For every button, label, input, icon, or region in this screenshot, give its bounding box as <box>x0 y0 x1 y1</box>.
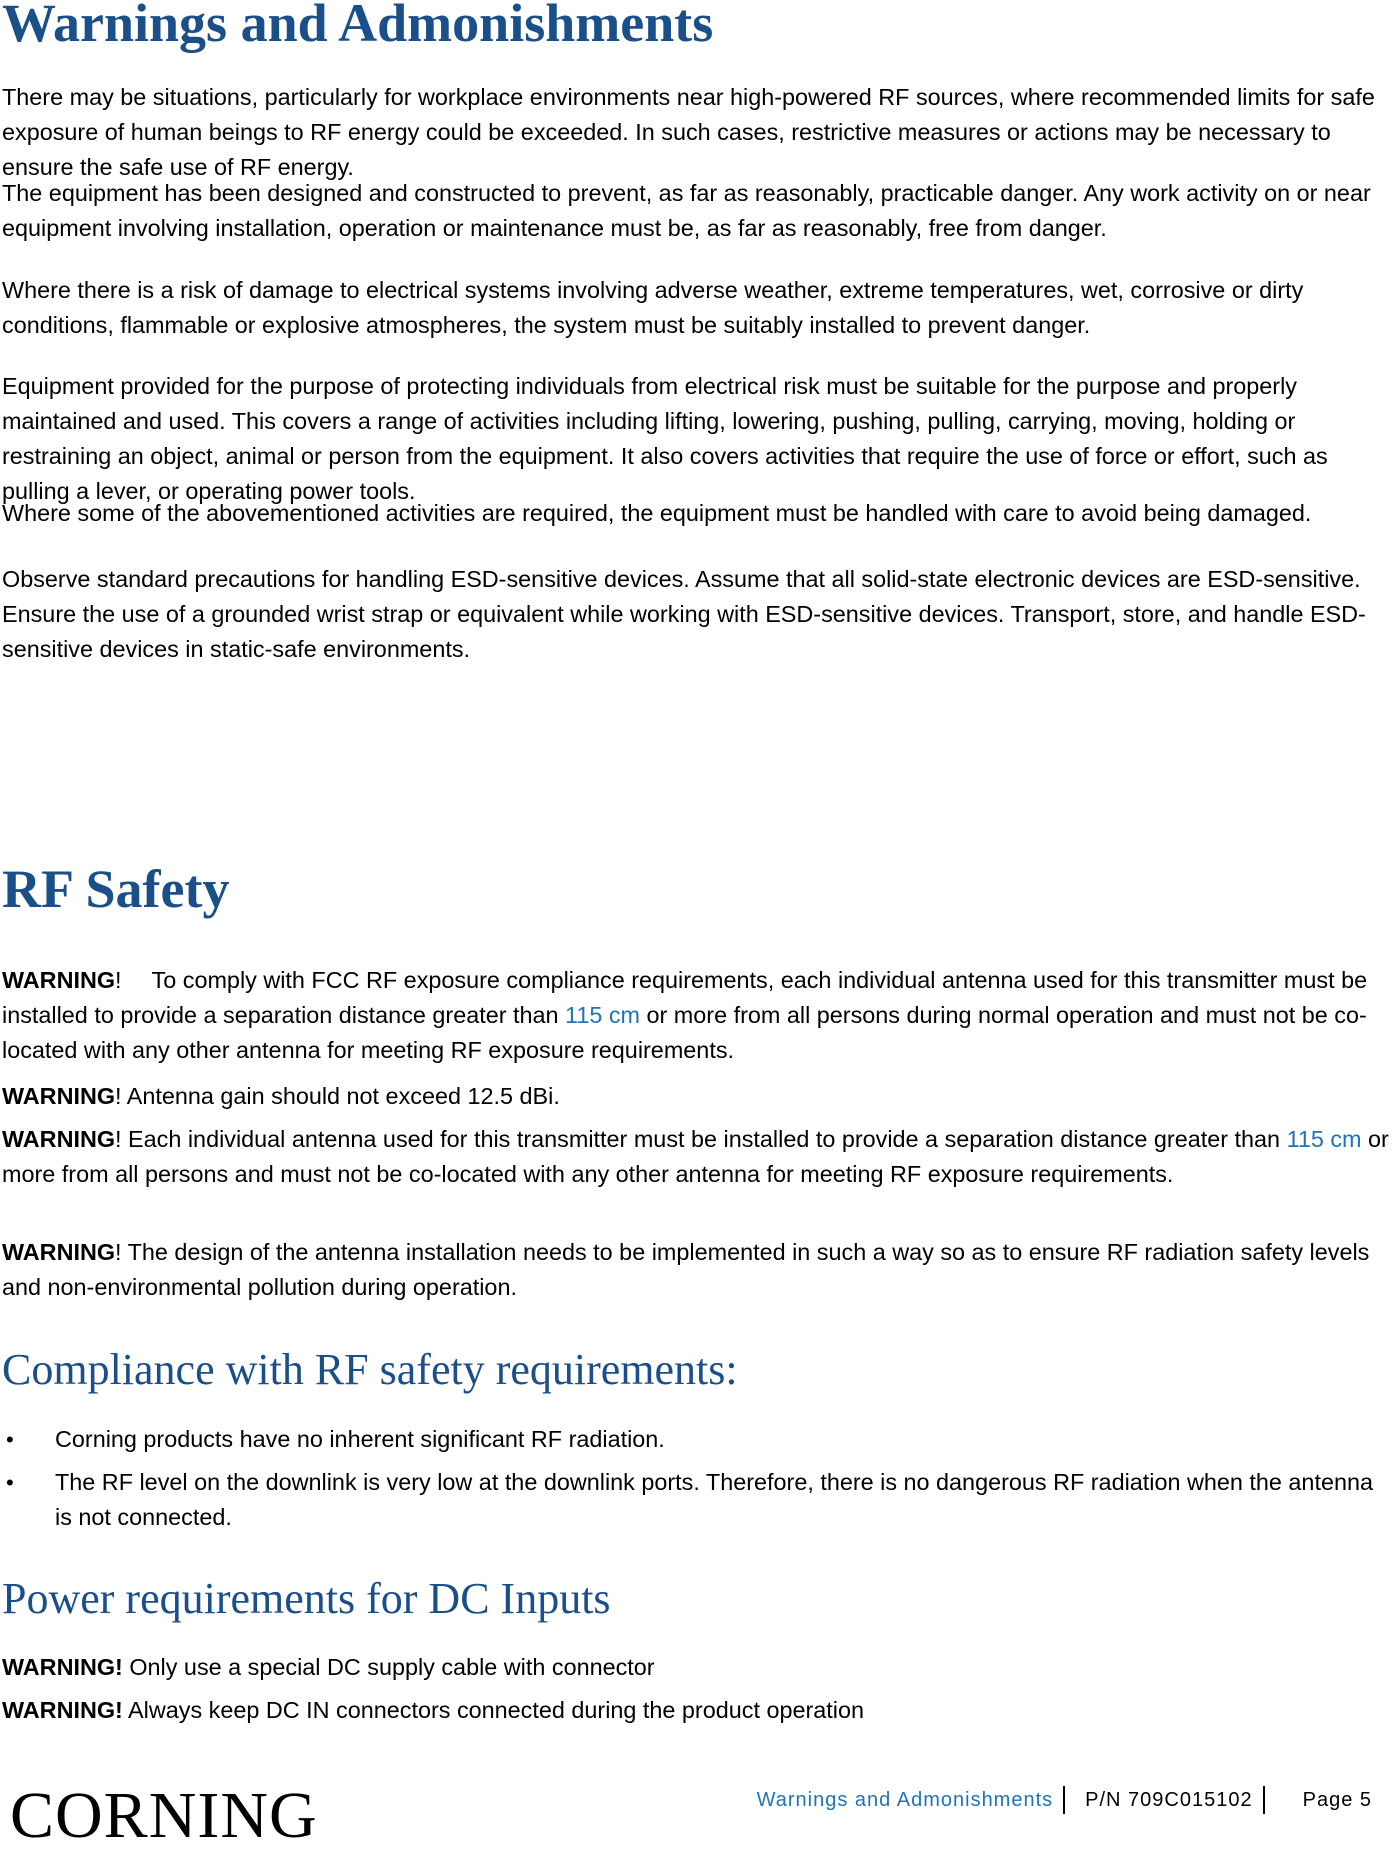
warnings-paragraph-2: The equipment has been designed and constructed to prevent, as far as reasonably, practicable danger. Any work activity on or near equipment involving installation, operation or maintenance must be, as far as reasonably, free from danger. <box>2 180 1371 241</box>
compliance-bullet-1: Corning products have no inherent significant RF radiation. <box>55 1426 665 1452</box>
rf-warning-1-text-b: or more from all persons during normal operation and must not be co-located with any other antenna for meeting RF exposure requirements. <box>2 1002 1367 1063</box>
warnings-heading: Warnings and Admonishments <box>2 0 714 53</box>
warnings-paragraph-4: Equipment provided for the purpose of protecting individuals from electrical risk must be suitable for the purpose and properly maintained and used. This covers a range of activities including lifting, lowering, pushing, pulling, carrying, moving, holding or restraining an object, animal or person from the equipment. It also covers activities that require the use of force or effort, such as pulling a lever, or operating power tools. <box>2 373 1328 504</box>
warnings-paragraph-3: Where there is a risk of damage to electrical systems involving adverse weather, extreme temperatures, wet, corrosive or dirty conditions, flammable or explosive atmospheres, the system must be suitably installed to prevent danger. <box>2 277 1304 338</box>
compliance-heading: Compliance with RF safety requirements: <box>2 1345 738 1394</box>
warning-exclamation: ! <box>115 967 122 993</box>
footer-section-title: Warnings and Admonishments <box>756 1788 1054 1811</box>
power-heading: Power requirements for DC Inputs <box>2 1574 611 1623</box>
corning-logo: CORNING <box>10 1779 318 1852</box>
warning-label: WARNING! <box>2 1697 123 1723</box>
warning-label: WARNING! <box>2 1654 123 1680</box>
power-warning-1 <box>2 1650 1396 1685</box>
warning-label: WARNING <box>2 1126 116 1152</box>
separation-distance-link[interactable]: 115 cm <box>565 1002 641 1028</box>
compliance-bullet-2: The RF level on the downlink is very low at the downlink ports. Therefore, there is no dangerous RF radiation when the antenna is not connected. <box>55 1469 1373 1530</box>
warnings-paragraph-5: Where some of the abovementioned activities are required, the equipment must be handled with care to avoid being damaged. <box>2 500 1312 526</box>
warnings-paragraph-6: Observe standard precautions for handling ESD-sensitive devices. Assume that all solid-state electronic devices are ESD-sensitive. Ensure the use of a grounded wrist strap or equivalent while working with ESD-sensitive devices. Transport, store, and handle ESD-sensitive devices in static-safe environments. <box>2 566 1366 662</box>
rf-warning-4-text: ! The design of the antenna installation needs to be implemented in such a way so as to ensure RF radiation safety levels and non-environmental pollution during operation. <box>2 1239 1370 1300</box>
rf-warning-3 <box>2 1122 1396 1192</box>
footer-part-number: P/N 709C015102 <box>1085 1788 1253 1811</box>
rf-warning-2-text: ! Antenna gain should not exceed 12.5 dBi. <box>115 1083 560 1109</box>
warning-label: WARNING <box>2 1239 116 1265</box>
warnings-paragraph-1: There may be situations, particularly for workplace environments near high-powered RF sources, where recommended limits for safe exposure of human beings to RF energy could be exceeded. In such cases, restrictive measures or actions may be necessary to ensure the safe use of RF energy. <box>2 84 1375 180</box>
power-warning-2 <box>2 1693 1396 1728</box>
page-footer <box>757 1785 1372 1815</box>
rf-warning-1-text-a: To comply with FCC RF exposure compliance requirements, each individual antenna used for this transmitter must be installed to provide a separation distance greater than <box>2 967 1368 1028</box>
footer-page-number: Page 5 <box>1302 1788 1372 1811</box>
rf-warning-3-text-a: ! Each individual antenna used for this transmitter must be installed to provide a separation distance greater than <box>115 1126 1287 1152</box>
rf-safety-heading: RF Safety <box>2 859 230 919</box>
rf-warning-2 <box>2 1079 1396 1114</box>
rf-warning-1 <box>2 963 1396 1068</box>
rf-warning-3-text-b: or more from all persons and must not be co-located with any other antenna for meeting RF exposure requirements. <box>2 1126 1389 1187</box>
bullet-icon: • <box>6 1427 14 1452</box>
bullet-icon: • <box>6 1470 14 1495</box>
rf-warning-4 <box>2 1235 1396 1305</box>
power-warning-1-text: Only use a special DC supply cable with connector <box>122 1654 655 1680</box>
warning-label: WARNING <box>2 967 116 993</box>
power-warning-2-text: Always keep DC IN connectors connected during the product operation <box>122 1697 864 1723</box>
separation-distance-link[interactable]: 115 cm <box>1286 1126 1362 1152</box>
warning-label: WARNING <box>2 1083 116 1109</box>
